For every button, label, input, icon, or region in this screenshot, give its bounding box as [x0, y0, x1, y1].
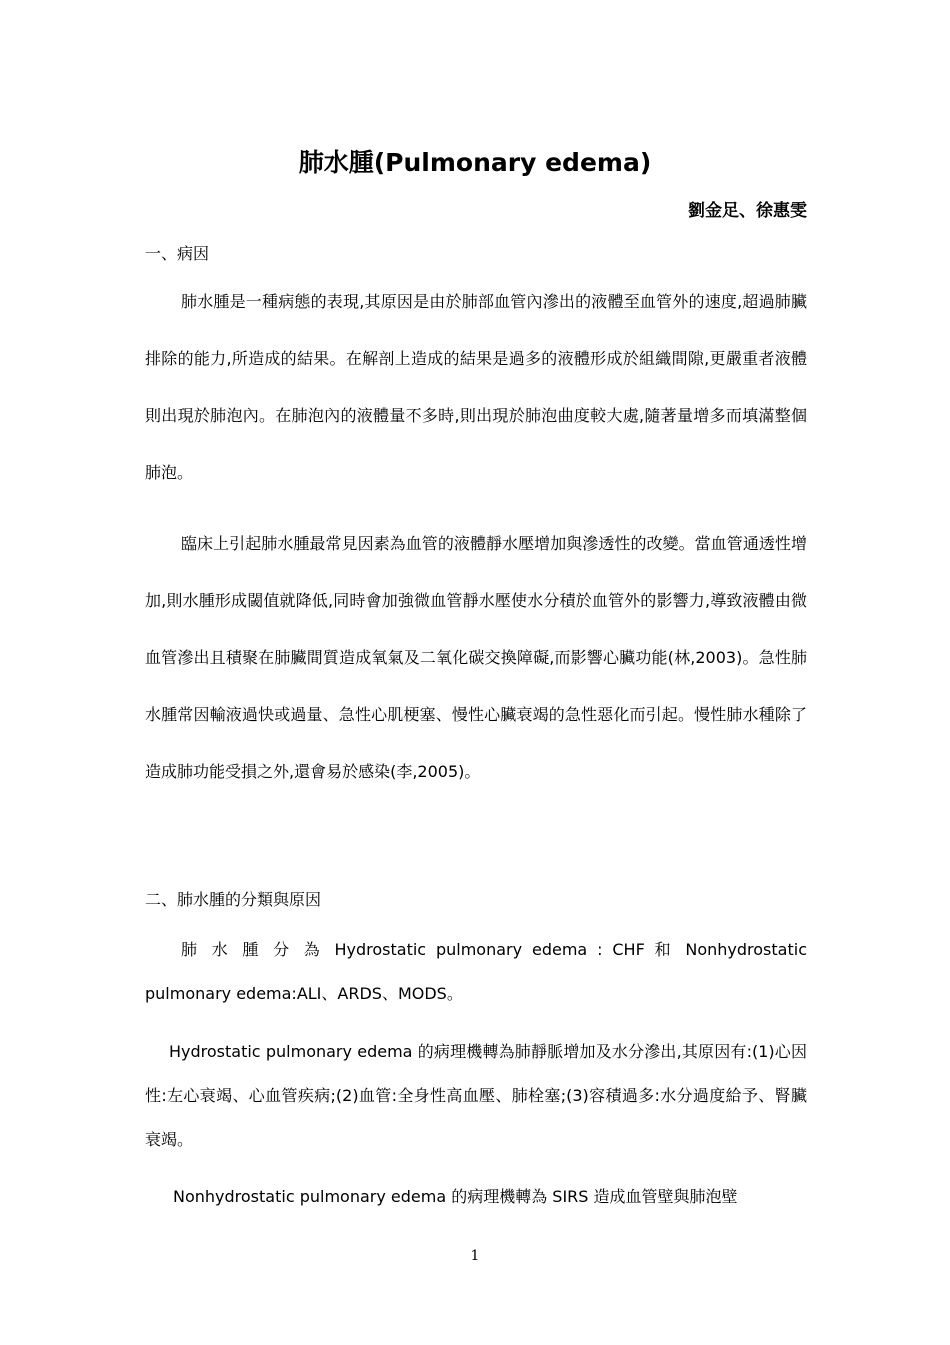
section-heading-classification: 二、肺水腫的分類與原因: [145, 890, 322, 909]
document-authors: 劉金足、徐惠雯: [688, 201, 807, 221]
paragraph-classification-1: 肺 水 腫 分 為 Hydrostatic pulmonary edema : CHF 和 Nonhydrostatic pulmonary edema:ALI、ARDS、MODS。: [145, 940, 807, 1003]
document-title: 肺水腫(Pulmonary edema): [298, 148, 652, 177]
paragraph-etiology-1: 肺水腫是一種病態的表現,其原因是由於肺部血管內滲出的液體至血管外的速度,超過肺臟排除的能力,所造成的結果。在解剖上造成的結果是過多的液體形成於組織間隙,更嚴重者液體則出現於肺泡內。在肺泡內的液體量不多時,則出現於肺泡曲度較大處,隨著量增多而填滿整個肺泡。: [145, 292, 807, 482]
section-heading-etiology: 一、病因: [145, 244, 210, 263]
paragraph-nonhydrostatic: Nonhydrostatic pulmonary edema 的病理機轉為 SIRS 造成血管壁與肺泡壁: [173, 1187, 738, 1206]
page-number: 1: [470, 1248, 480, 1264]
paragraph-hydrostatic: Hydrostatic pulmonary edema 的病理機轉為肺靜脈增加及水分滲出,其原因有:(1)心因性:左心衰竭、心血管疾病;(2)血管:全身性高血壓、肺栓塞;(3)容積過多:水分過度給予、腎臟衰竭。: [145, 1042, 807, 1149]
paragraph-etiology-2: 臨床上引起肺水腫最常見因素為血管的液體靜水壓增加與滲透性的改變。當血管通透性增加,則水腫形成閾值就降低,同時會加強微血管靜水壓使水分積於血管外的影響力,導致液體由微血管滲出且積聚在肺臟間質造成氧氣及二氧化碳交換障礙,而影響心臟功能(林,2003)。急性肺水腫常因輸液過快或過量、急性心肌梗塞、慢性心臟衰竭的急性惡化而引起。慢性肺水種除了造成肺功能受損之外,還會易於感染(李,2005)。: [145, 534, 807, 781]
